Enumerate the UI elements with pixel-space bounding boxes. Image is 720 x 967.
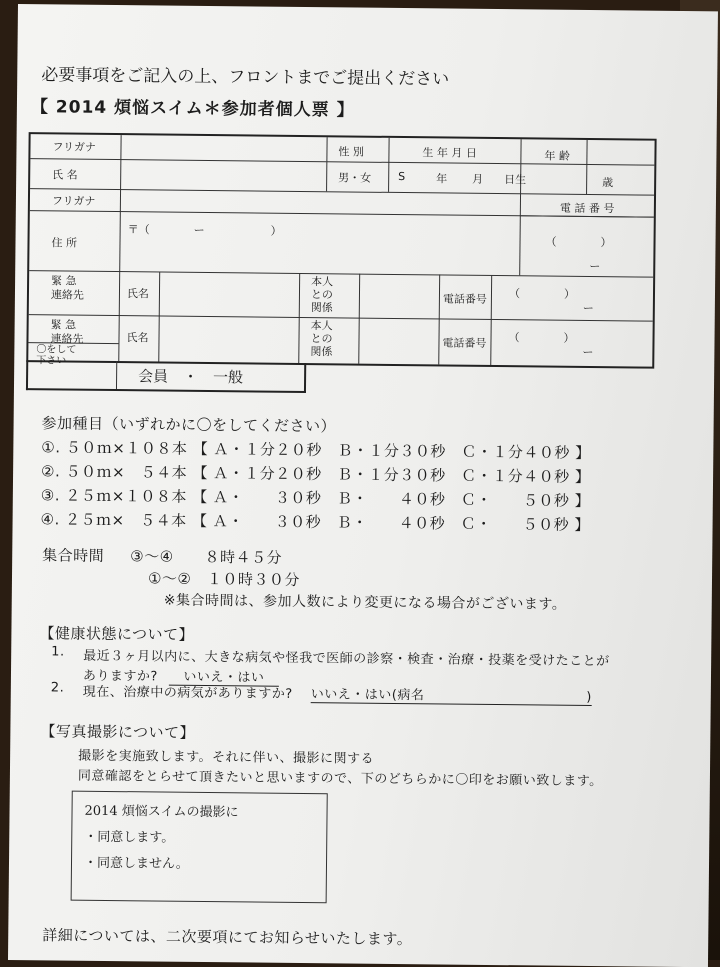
category-row-2[interactable]: ②. ５０ｍ× ５４本 【 Ａ・１分２０秒 Ｂ・１分３０秒 Ｃ・１分４０秒 】: [41, 462, 591, 487]
phone1-value: （ ）: [508, 287, 576, 301]
emergency1-name: 氏名: [126, 287, 150, 301]
relation1-label: 本人 との 関係: [310, 275, 334, 315]
gender-label: 性 別: [338, 145, 365, 159]
phone1-label: 電話番号: [442, 292, 488, 306]
form-title: 【 2014 煩悩スイム＊参加者個人票 】: [30, 97, 355, 121]
assembly-label: 集合時間: [42, 546, 105, 565]
photo-line-2: 同意確認をとらせて頂きたいと思いますので、下のどちらかに〇印をお願い致します。: [77, 768, 603, 790]
category-heading: 参加種目（いずれかに〇をしてください）: [41, 414, 337, 436]
footer-note: 詳細については、二次要項にてお知らせいたします。: [42, 926, 413, 949]
assembly-time-2: ①～② １０時３０分: [147, 569, 300, 589]
phone-dash: ー: [589, 259, 601, 274]
photo-line-1: 撮影を実施致します。それに伴い、撮影に関する: [78, 748, 375, 767]
phone2-label: 電話番号: [442, 336, 487, 350]
health-q2-answer[interactable]: いいえ・はい(病名 ): [311, 683, 592, 706]
age-label: 年 齢: [544, 149, 571, 163]
circle-instruction: 〇をして 下さい: [36, 344, 77, 367]
category-row-3[interactable]: ③. ２５ｍ×１０８本 【 Ａ・ ３０秒 Ｂ・ ４０秒 Ｃ・ ５０秒 】: [40, 486, 591, 511]
dob-day: 日生: [504, 173, 527, 187]
health-q1-answer[interactable]: いいえ・はい: [169, 666, 279, 687]
consent-disagree[interactable]: ・同意しません。: [83, 855, 189, 872]
category-row-4[interactable]: ④. ２５ｍ× ５４本 【 Ａ・ ３０秒 Ｂ・ ４０秒 Ｃ・ ５０秒 】: [40, 510, 591, 535]
health-q2-num: 2.: [50, 680, 65, 696]
emergency2-name: 氏名: [126, 331, 149, 345]
health-q1-num: 1.: [51, 644, 65, 660]
category-row-1[interactable]: ①. ５０ｍ×１０８本 【 Ａ・１分２０秒 Ｂ・１分３０秒 Ｃ・１分４０秒 】: [41, 438, 591, 463]
health-q2-text: 現在、治療中の病気がありますか?: [82, 684, 293, 702]
assembly-note: ※集合時間は、参加人数により変更になる場合がございます。: [163, 592, 567, 613]
phone-paren: （ ）: [545, 235, 612, 250]
assembly-time-1: ③～④ ８時４５分: [130, 547, 283, 567]
dob-month: 月: [472, 172, 484, 186]
photo-heading: 【写真撮影について】: [40, 722, 196, 742]
health-q1-text2: ありますか?: [82, 668, 158, 685]
phone2-dash: ー: [582, 345, 594, 360]
dob-year: 年: [436, 172, 448, 186]
member-choice[interactable]: 会員 ・ 一般: [138, 367, 244, 387]
emergency1-label: 緊 急 連絡先: [50, 274, 85, 302]
dob-label: 生 年 月 日: [422, 146, 478, 160]
photo-consent-box: [71, 791, 328, 904]
health-q1-text: 最近３ヶ月以内に、大きな病気や怪我で医師の診察・検査・治療・投薬を受けたことが: [83, 648, 610, 670]
phone-label: 電 話 番 号: [559, 201, 615, 216]
participant-form: [26, 132, 656, 369]
phone2-value: （ ）: [508, 331, 575, 345]
member-type-box: [26, 360, 306, 393]
phone1-dash: ー: [582, 301, 594, 316]
emergency2-label: 緊 急 連絡先: [50, 318, 84, 346]
address-label: 住 所: [51, 236, 78, 250]
paper-sheet: [8, 4, 718, 967]
dob-era: S: [398, 169, 406, 184]
consent-title: 2014 煩悩スイムの撮影に: [84, 803, 239, 821]
furigana-label: フリガナ: [52, 140, 97, 154]
consent-agree[interactable]: ・同意します。: [84, 829, 175, 846]
instruction-text: 必要事項をご記入の上、フロントまでご提出ください: [41, 65, 450, 90]
postal-code: 〒（ ー ）: [127, 223, 282, 238]
name-label: 氏 名: [52, 168, 78, 182]
relation2-label: 本人 との 関係: [310, 319, 333, 359]
gender-value: 男・女: [338, 171, 372, 185]
furigana2-label: フリガナ: [51, 194, 96, 208]
age-unit: 歳: [602, 176, 614, 190]
health-heading: 【健康状態について】: [39, 624, 195, 644]
